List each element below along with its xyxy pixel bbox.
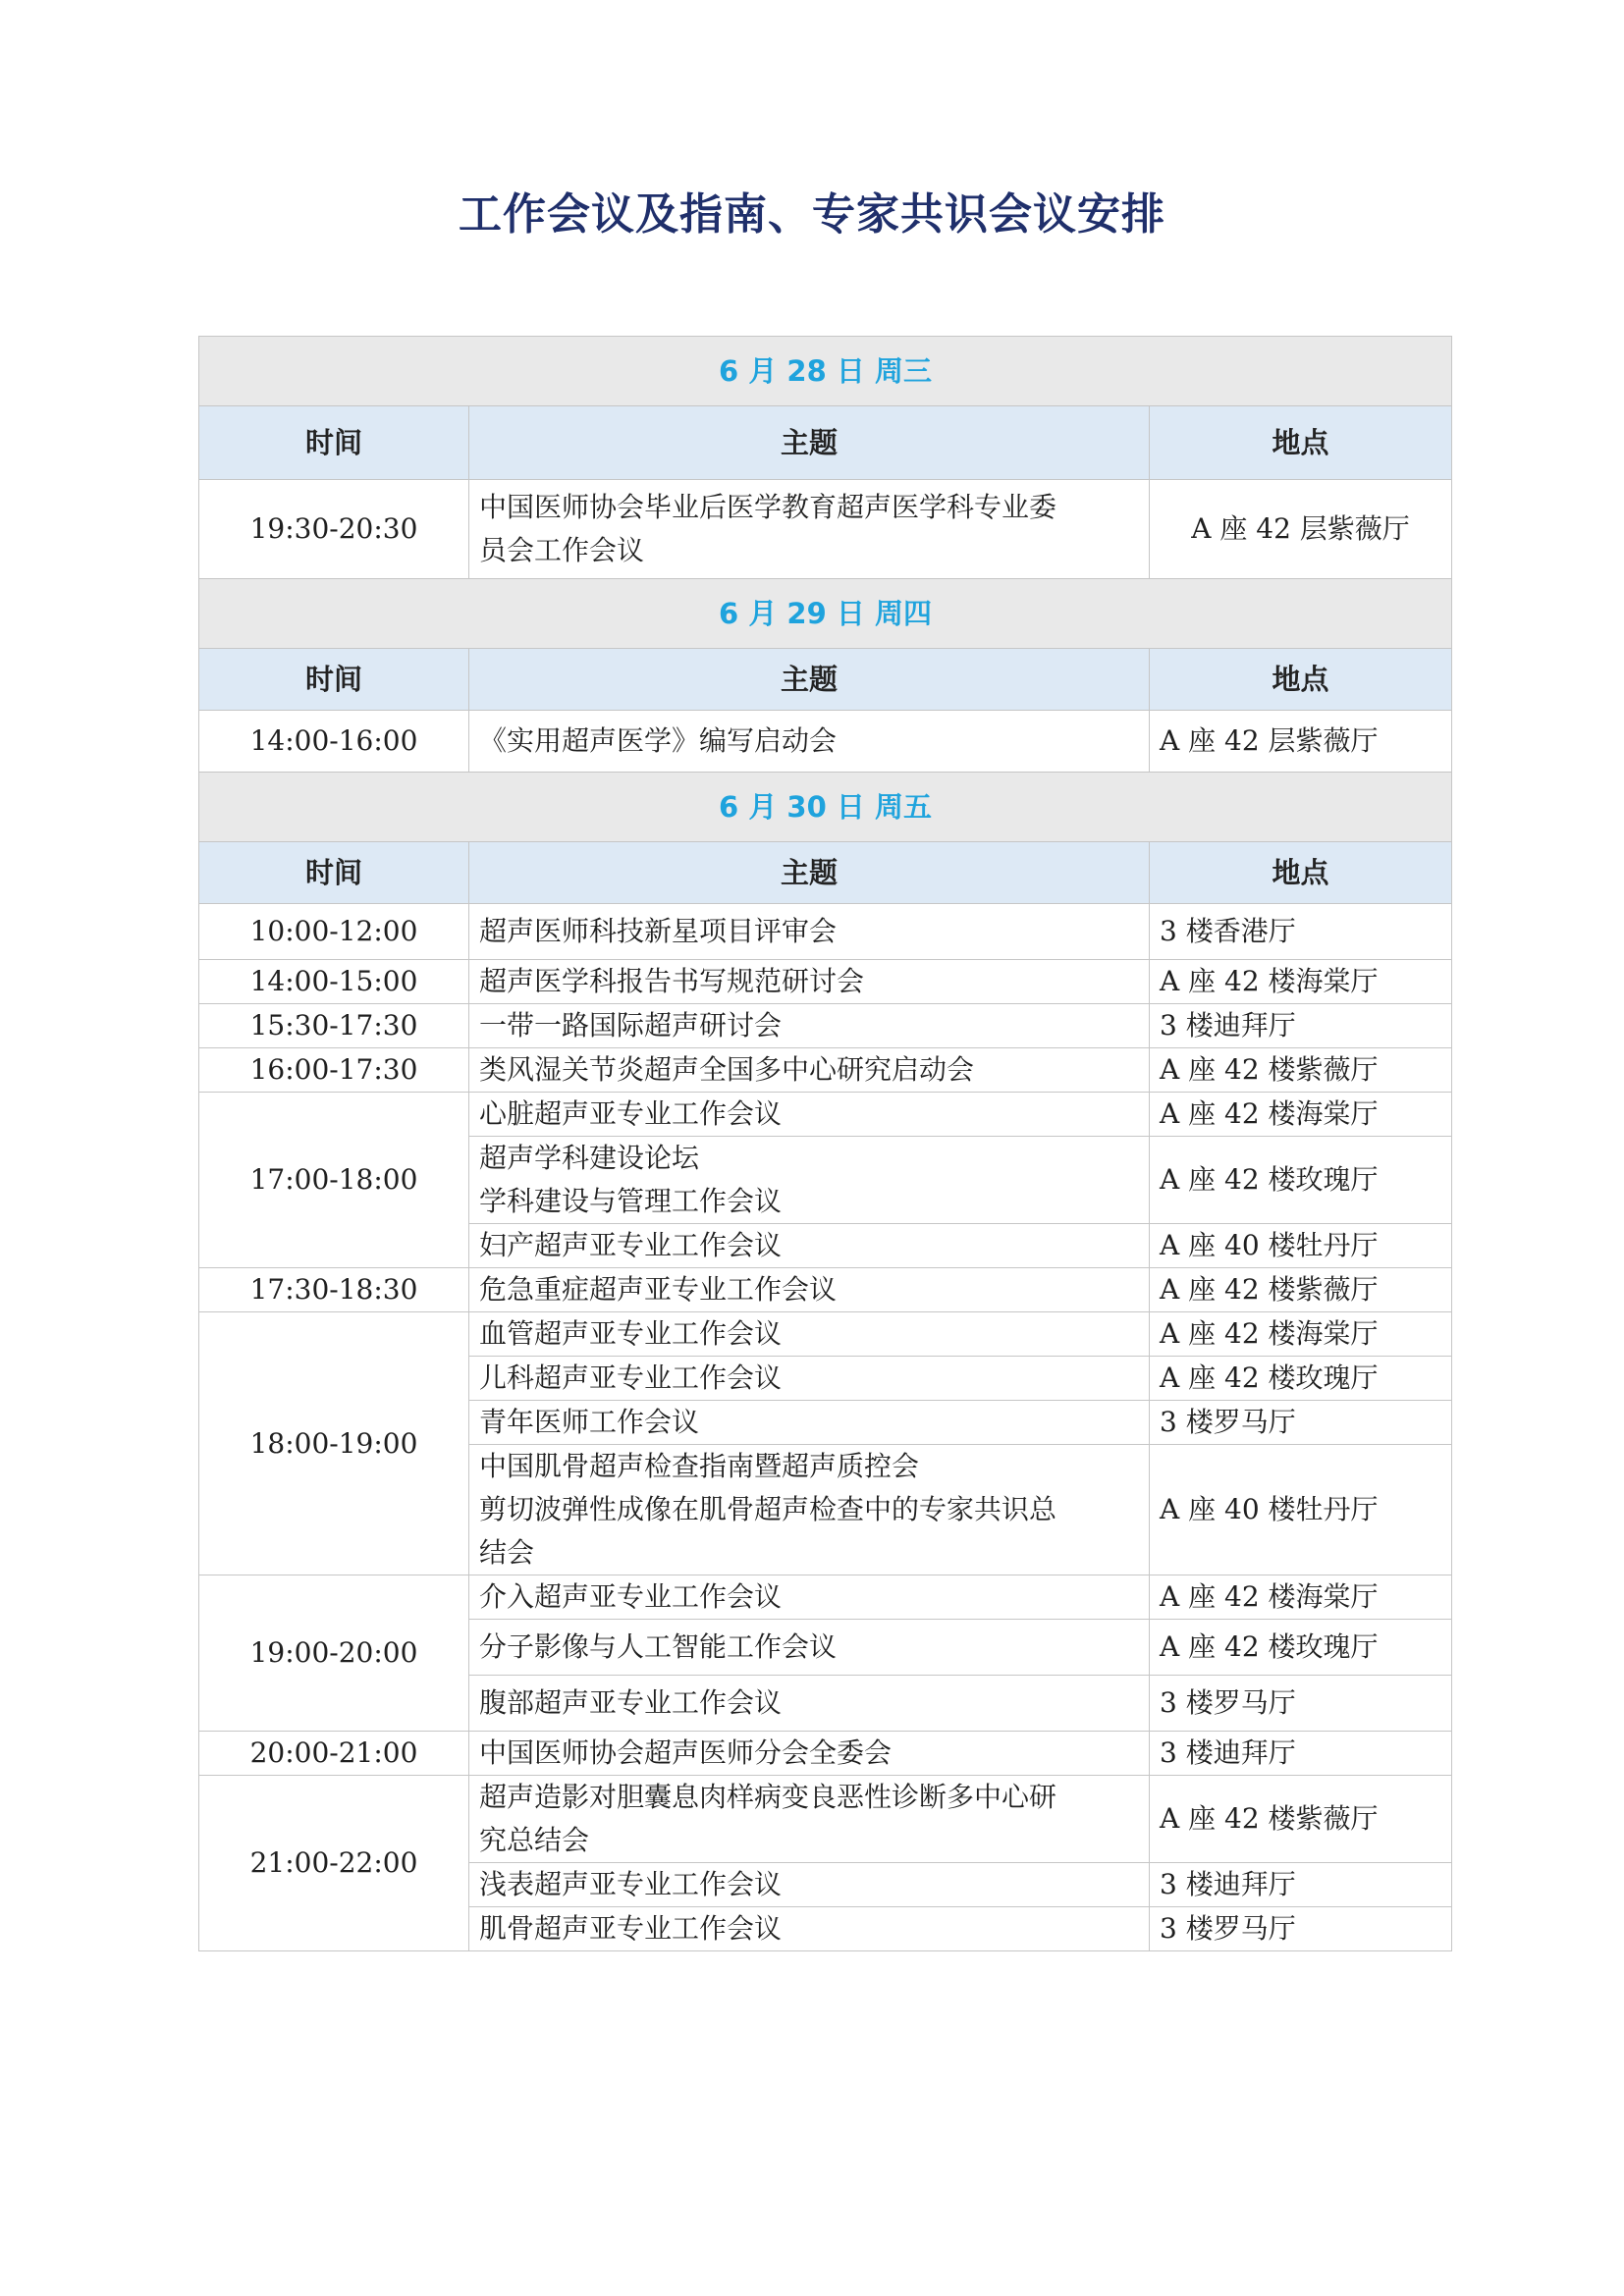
topic-cell: 类风湿关节炎超声全国多中心研究启动会: [469, 1048, 1150, 1093]
header-topic: 主题: [469, 406, 1150, 480]
table-row: [199, 960, 1452, 1004]
topic-cell: [469, 1137, 1150, 1224]
date-heading: 6 月 30 日 周五: [199, 773, 1452, 842]
time-cell: 19:30-20:30: [199, 480, 469, 579]
table-row: [199, 1093, 1452, 1137]
topic-line: 学科建设与管理工作会议: [479, 1185, 783, 1217]
place-cell: A 座 42 层紫薇厅: [1150, 480, 1452, 579]
time-cell: 17:30-18:30: [199, 1268, 469, 1312]
topic-cell: 肌骨超声亚专业工作会议: [469, 1907, 1150, 1951]
table-row: [199, 711, 1452, 773]
place-cell: 3 楼罗马厅: [1150, 1907, 1452, 1951]
header-time: 时间: [199, 842, 469, 904]
table-row: [199, 904, 1452, 960]
time-cell: 16:00-17:30: [199, 1048, 469, 1093]
topic-cell: 危急重症超声亚专业工作会议: [469, 1268, 1150, 1312]
topic-cell: [469, 1776, 1150, 1863]
table-row: [199, 1048, 1452, 1093]
topic-line: 结会: [479, 1536, 535, 1569]
topic-cell: 介入超声亚专业工作会议: [469, 1575, 1150, 1620]
table-row: [199, 1776, 1452, 1863]
place-cell: 3 楼迪拜厅: [1150, 1863, 1452, 1907]
place-cell: A 座 40 楼牡丹厅: [1150, 1445, 1452, 1575]
topic-line: 中国医师协会毕业后医学教育超声医学科专业委: [479, 491, 1057, 523]
time-cell: 18:00-19:00: [199, 1312, 469, 1575]
topic-cell: 青年医师工作会议: [469, 1401, 1150, 1445]
date-heading: 6 月 29 日 周四: [199, 579, 1452, 649]
date-heading: 6 月 28 日 周三: [199, 337, 1452, 406]
topic-cell: 心脏超声亚专业工作会议: [469, 1093, 1150, 1137]
place-cell: A 座 42 楼玫瑰厅: [1150, 1137, 1452, 1224]
topic-cell: 血管超声亚专业工作会议: [469, 1312, 1150, 1357]
header-row: [199, 842, 1452, 904]
place-cell: A 座 42 楼玫瑰厅: [1150, 1357, 1452, 1401]
topic-cell: 儿科超声亚专业工作会议: [469, 1357, 1150, 1401]
place-cell: A 座 42 楼紫薇厅: [1150, 1268, 1452, 1312]
topic-cell: [469, 1445, 1150, 1575]
topic-cell: 分子影像与人工智能工作会议: [469, 1620, 1150, 1676]
place-cell: 3 楼迪拜厅: [1150, 1732, 1452, 1776]
date-row: [199, 337, 1452, 406]
topic-cell: 《实用超声医学》编写启动会: [469, 711, 1150, 773]
header-place: 地点: [1150, 406, 1452, 480]
place-cell: A 座 42 楼海棠厅: [1150, 1093, 1452, 1137]
header-time: 时间: [199, 406, 469, 480]
topic-line: 究总结会: [479, 1824, 590, 1856]
topic-line: 员会工作会议: [479, 534, 645, 566]
table-row: [199, 480, 1452, 579]
place-cell: A 座 42 楼玫瑰厅: [1150, 1620, 1452, 1676]
place-cell: A 座 42 楼紫薇厅: [1150, 1048, 1452, 1093]
header-topic: 主题: [469, 842, 1150, 904]
place-cell: 3 楼罗马厅: [1150, 1676, 1452, 1732]
topic-line: 剪切波弹性成像在肌骨超声检查中的专家共识总: [479, 1493, 1057, 1525]
time-cell: 15:30-17:30: [199, 1004, 469, 1048]
table-row: [199, 1268, 1452, 1312]
place-cell: A 座 42 层紫薇厅: [1150, 711, 1452, 773]
place-cell: 3 楼香港厅: [1150, 904, 1452, 960]
time-cell: 14:00-15:00: [199, 960, 469, 1004]
place-cell: A 座 40 楼牡丹厅: [1150, 1224, 1452, 1268]
place-cell: A 座 42 楼海棠厅: [1150, 960, 1452, 1004]
topic-cell: 妇产超声亚专业工作会议: [469, 1224, 1150, 1268]
header-row: [199, 649, 1452, 711]
header-topic: 主题: [469, 649, 1150, 711]
topic-cell: 超声医学科报告书写规范研讨会: [469, 960, 1150, 1004]
place-cell: 3 楼迪拜厅: [1150, 1004, 1452, 1048]
topic-cell: [469, 480, 1150, 579]
time-cell: 21:00-22:00: [199, 1776, 469, 1951]
schedule-table: [198, 336, 1452, 1951]
topic-cell: 超声医师科技新星项目评审会: [469, 904, 1150, 960]
time-cell: 20:00-21:00: [199, 1732, 469, 1776]
date-row: [199, 773, 1452, 842]
topic-cell: 浅表超声亚专业工作会议: [469, 1863, 1150, 1907]
topic-line: 中国肌骨超声检查指南暨超声质控会: [479, 1450, 920, 1482]
table-row: [199, 1312, 1452, 1357]
table-row: [199, 1575, 1452, 1620]
header-place: 地点: [1150, 649, 1452, 711]
time-cell: 17:00-18:00: [199, 1093, 469, 1268]
place-cell: A 座 42 楼海棠厅: [1150, 1312, 1452, 1357]
topic-line: 超声造影对胆囊息肉样病变良恶性诊断多中心研: [479, 1781, 1057, 1813]
time-cell: 19:00-20:00: [199, 1575, 469, 1732]
table-row: [199, 1732, 1452, 1776]
header-place: 地点: [1150, 842, 1452, 904]
place-cell: 3 楼罗马厅: [1150, 1401, 1452, 1445]
header-time: 时间: [199, 649, 469, 711]
page-title: 工作会议及指南、专家共识会议安排: [459, 189, 1165, 240]
time-cell: 14:00-16:00: [199, 711, 469, 773]
date-row: [199, 579, 1452, 649]
header-row: [199, 406, 1452, 480]
time-cell: 10:00-12:00: [199, 904, 469, 960]
table-row: [199, 1004, 1452, 1048]
place-cell: A 座 42 楼紫薇厅: [1150, 1776, 1452, 1863]
topic-cell: 一带一路国际超声研讨会: [469, 1004, 1150, 1048]
topic-cell: 腹部超声亚专业工作会议: [469, 1676, 1150, 1732]
topic-cell: 中国医师协会超声医师分会全委会: [469, 1732, 1150, 1776]
place-cell: A 座 42 楼海棠厅: [1150, 1575, 1452, 1620]
topic-line: 超声学科建设论坛: [479, 1142, 700, 1174]
